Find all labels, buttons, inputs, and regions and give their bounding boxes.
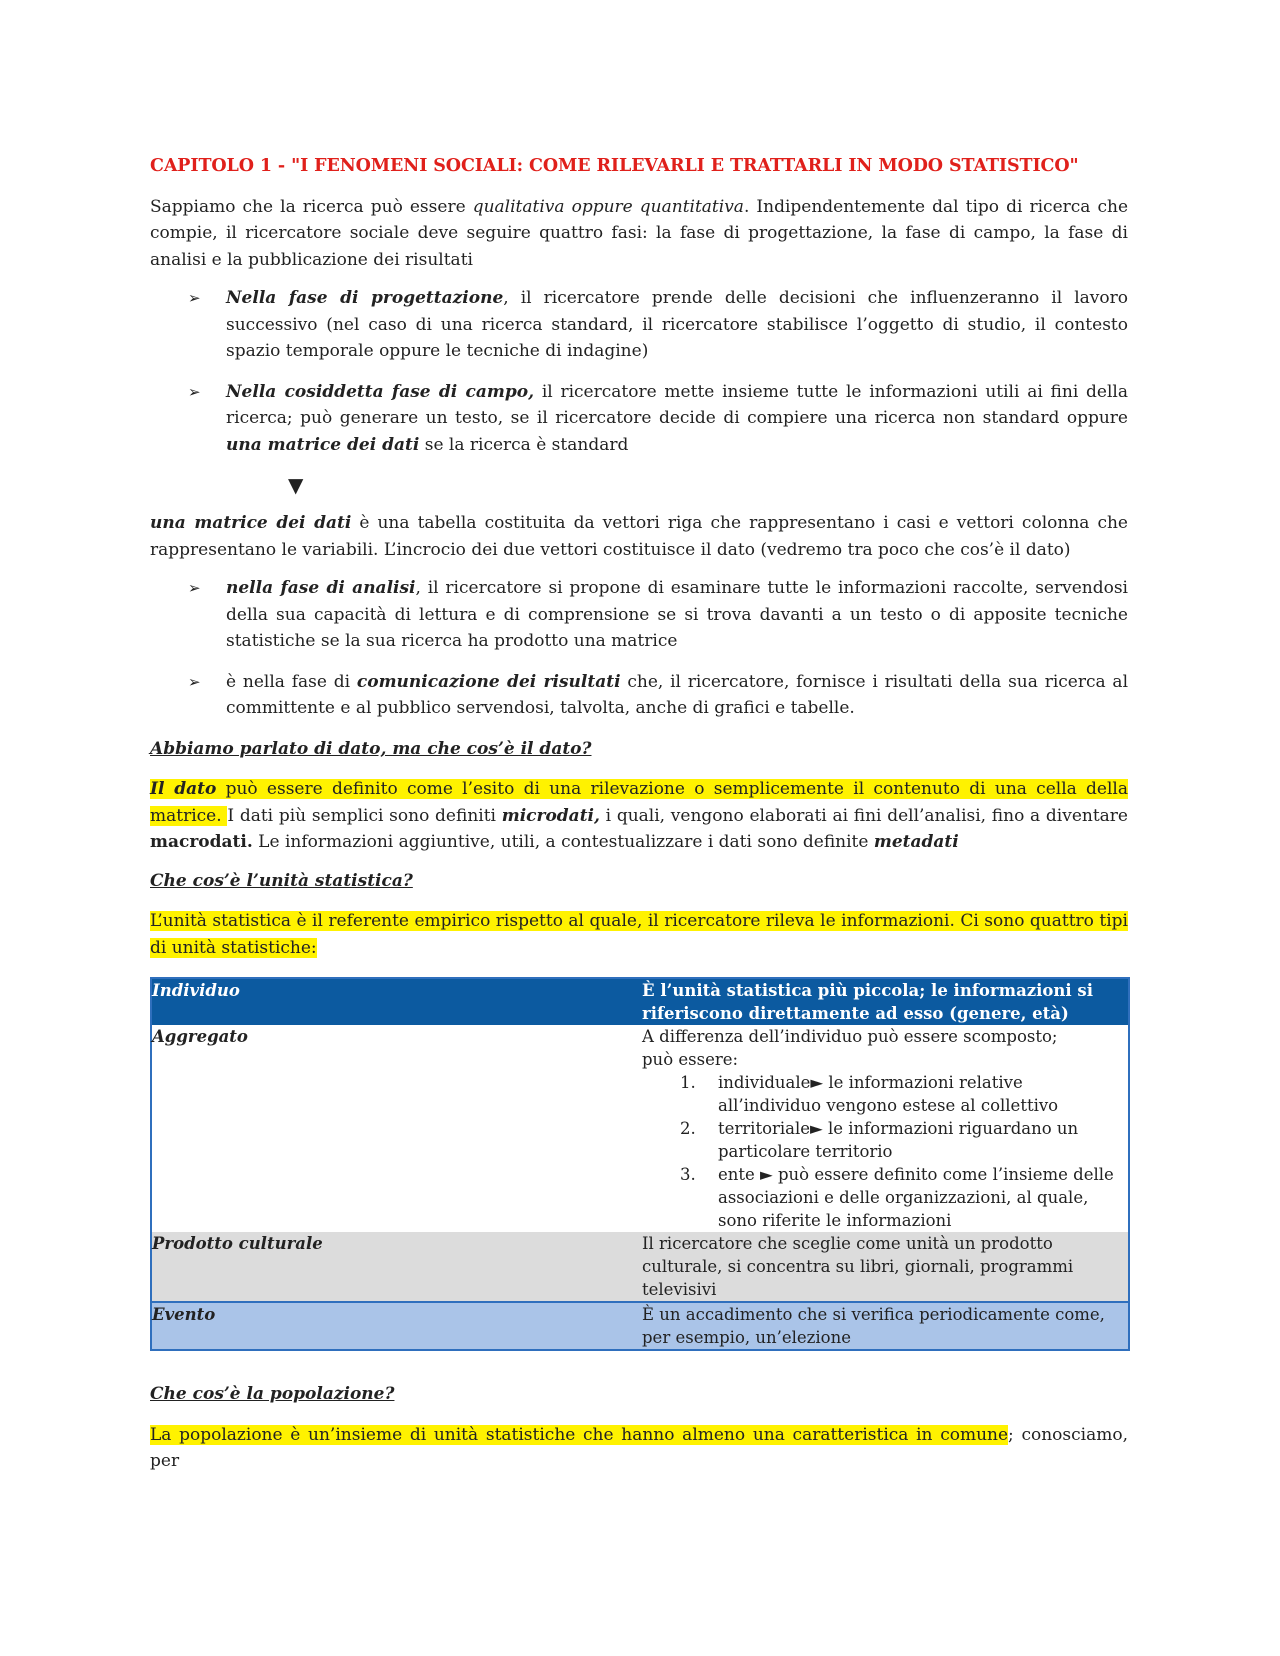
popolazione-paragraph [150,1422,1128,1475]
popolazione-highlight: La popolazione è un’insieme di unità statistiche che hanno almeno una caratteristica in comune [150,1424,1009,1445]
arrow-bullet-icon: ➢ [188,579,201,597]
dato-text3: Le informazioni aggiuntive, utili, a contestualizzare i dati sono definite [252,832,874,852]
list-item [642,1117,1128,1163]
list-item-number: 1. [680,1073,696,1092]
list-item [642,1163,1128,1232]
bullet3-text: , il ricercatore si propone di esaminare tutte le informazioni raccolte, servendosi della sua capacità di lettura e di comprensione se si trova davanti a un testo o di apposite tecniche statistiche se la sua ricerca ha prodotto una matrice [226,578,1128,651]
matrix-text: è una tabella costituita da vettori riga che rappresentano i casi e vettori colonna che rappresentano le variabili. L’incrocio dei due vettori costituisce il dato (vedremo tra poco che cos’è il dato) [150,513,1128,560]
dato-text2: i quali, vengono elaborati ai fini dell’analisi, fino a diventare [599,805,1128,826]
bullet-progettazione [150,285,1128,365]
cell-evento-desc: È un accadimento che si verifica periodicamente come, per esempio, un’elezione [642,1302,1129,1350]
intro-italic: qualitativa oppure quantitativa [472,196,744,217]
bullet1-text: , il ricercatore prende delle decisioni che influenzeranno il lavoro successivo (nel caso di una ricerca standard, il ricercatore stabilisce l’oggetto di studio, il contesto spazio temporale oppure le tecniche di indagine) [226,288,1128,361]
cell-aggregato-desc [642,1025,1129,1232]
table-row-evento [151,1302,1129,1350]
matrix-bold: una matrice dei dati [150,513,352,533]
list-item-text: individuale► le informazioni relative all’individuo vengono estese al collettivo [718,1073,1059,1115]
heading-dato: Abbiamo parlato di dato, ma che cos’è il dato? [150,738,592,759]
cell-individuo-desc: È l’unità statistica più piccola; le informazioni si riferiscono direttamente ad esso (genere, età) [642,978,1129,1025]
aggregato-desc-line1: A differenza dell’individuo può essere scomposto; [642,1027,1058,1046]
list-item-number: 2. [680,1119,696,1138]
bullet1-bold: Nella fase di progettazione [226,288,504,308]
popolazione-text: ; conosciamo, per [150,1424,1128,1471]
bullet4-text-a: è nella fase di [226,671,357,692]
unita-highlight: L’unità statistica è il referente empirico rispetto al quale, il ricercatore rileva le informazioni. Ci sono quattro tipi di unità statistiche: [150,911,1128,958]
bullet4-bold: comunicazione dei risultati [356,671,621,692]
table-row-aggregato [151,1025,1129,1232]
bullet-campo [150,379,1128,459]
bullet2-bold2: una matrice dei dati [226,434,420,455]
arrow-bullet-icon: ➢ [188,289,201,307]
cell-individuo-label: Individuo [151,978,642,1025]
dato-bold: Il dato [150,779,217,799]
cell-aggregato-label: Aggregato [151,1025,642,1232]
down-triangle-icon: ▼ [288,473,304,497]
intro-text-c: . Indipendentemente dal tipo di ricerca che compie, il ricercatore sociale deve seguire quattro fasi: la fase di progettazione, la fase di campo, la fase di analisi e la pubblicazione dei risultati [150,196,1129,270]
arrow-bullet-icon: ➢ [188,382,201,401]
table-row-individuo [151,978,1129,1025]
bullet3-bold: nella fase di analisi [226,578,416,598]
intro-text-a: Sappiamo che la ricerca può essere [150,196,473,217]
document-body [150,153,1128,1487]
dato-metadati: metadati [873,832,959,852]
heading-unita: Che cos’è l’unità statistica? [150,870,413,891]
arrow-bullet-icon: ➢ [188,672,201,691]
bullet4-text: che, il ricercatore, fornisce i risultati della sua ricerca al committente e al pubblico servendosi, talvolta, anche di grafici e tabelle. [226,671,1129,718]
bullet-analisi [150,575,1128,655]
bullet-comunicazione [150,669,1128,722]
unita-table [150,977,1130,1351]
chapter-title: CAPITOLO 1 - "I FENOMENI SOCIALI: COME RILEVARLI E TRATTARLI IN MODO STATISTICO" [150,156,1079,176]
list-item-text: ente ► può essere definito come l’insieme delle associazioni e delle organizzazioni, al quale, sono riferite le informazioni [718,1165,1114,1230]
bullet2-bold: Nella cosiddetta fase di campo, [226,381,535,402]
cell-evento-label: Evento [151,1302,642,1350]
list-item-number: 3. [680,1165,696,1184]
aggregato-list [642,1071,1128,1232]
list-item-text: territoriale► le informazioni riguardano un particolare territorio [718,1119,1079,1161]
list-item [642,1071,1128,1117]
dato-microdati: microdati, [501,805,600,826]
bullet2-text: il ricercatore mette insieme tutte le informazioni utili ai fini della ricerca; può generare un testo, se il ricercatore decide di compiere una ricerca non standard oppure [226,381,1129,428]
cell-prodotto-desc: Il ricercatore che sceglie come unità un prodotto culturale, si concentra su libri, giornali, programmi televisivi [642,1232,1129,1302]
heading-popolazione: Che cos’è la popolazione? [150,1384,395,1404]
dato-macrodati: macrodati. [150,832,253,852]
cell-prodotto-label: Prodotto culturale [151,1232,642,1302]
dato-text1: I dati più semplici sono definiti [227,805,502,826]
aggregato-desc-line2: può essere: [642,1050,739,1069]
table-row-prodotto [151,1232,1129,1302]
intro-paragraph [150,194,1128,274]
bullet2-text2: se la ricerca è standard [419,434,629,455]
matrix-paragraph [150,510,1128,563]
dato-highlight: può essere definito come l’esito di una rilevazione o semplicemente il contenuto di una cella della matrice. [150,779,1128,826]
unita-paragraph [150,908,1128,961]
dato-paragraph [150,776,1128,856]
